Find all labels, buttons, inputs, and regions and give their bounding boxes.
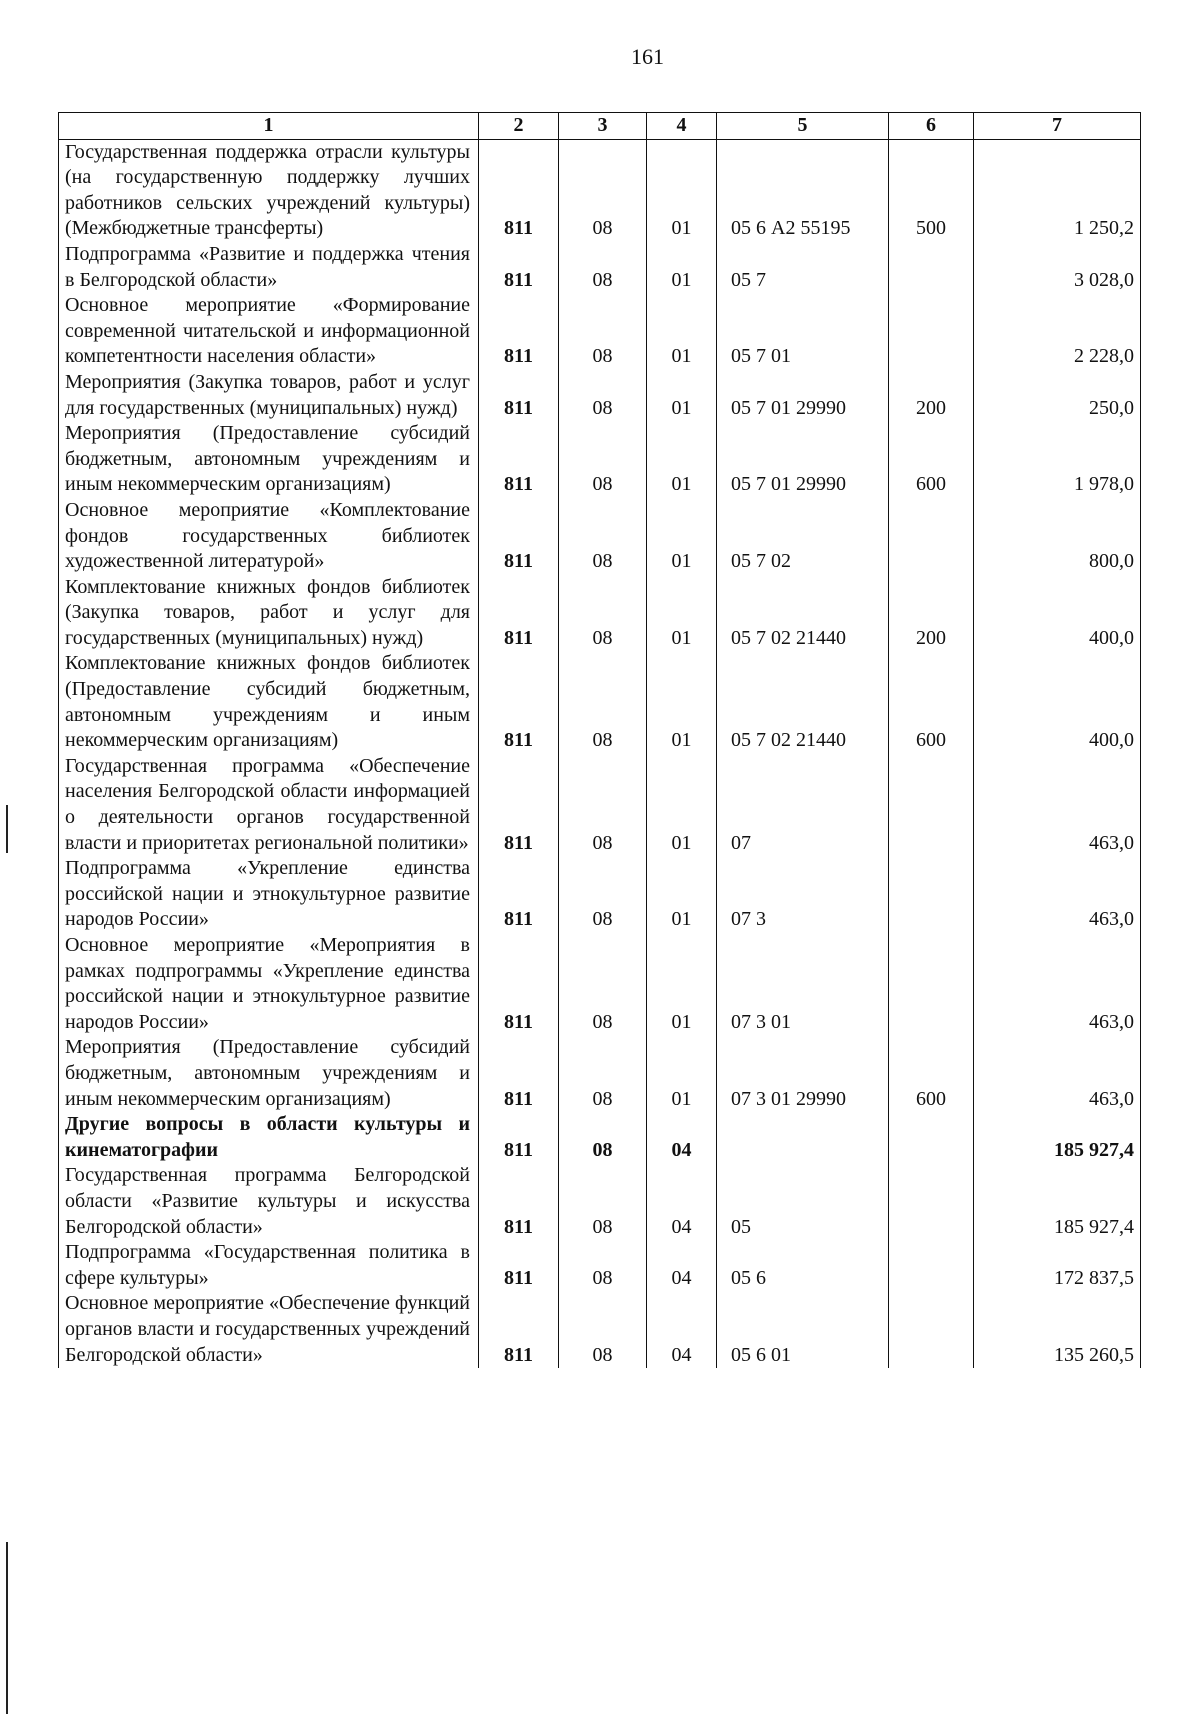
section-code-cell: 08	[559, 754, 647, 856]
admin-code-cell: 811	[479, 933, 559, 1035]
table-row	[59, 139, 1141, 242]
row-name-cell: Основное мероприятие «Обеспечение функций органов власти и государственных учреждений Белгородской области»	[59, 1291, 479, 1368]
table-row	[59, 651, 1141, 753]
expense-type-cell	[889, 1163, 974, 1240]
section-code-cell: 08	[559, 1112, 647, 1163]
row-name-cell: Основное мероприятие «Формирование современной читательской и информационной компетентности населения области»	[59, 293, 479, 370]
subsection-code-cell: 01	[647, 651, 717, 753]
section-code-cell: 08	[559, 293, 647, 370]
admin-code-cell: 811	[479, 498, 559, 575]
target-article-cell: 07 3 01 29990	[717, 1035, 889, 1112]
expense-type-cell: 200	[889, 370, 974, 421]
table-header	[59, 113, 1141, 140]
row-name-cell: Основное мероприятие «Комплектование фондов государственных библиотек художественной литературой»	[59, 498, 479, 575]
table-row	[59, 754, 1141, 856]
target-article-cell: 05 7	[717, 242, 889, 293]
table-row	[59, 1240, 1141, 1291]
expense-type-cell: 600	[889, 421, 974, 498]
subsection-code-cell: 01	[647, 754, 717, 856]
expense-type-cell	[889, 856, 974, 933]
expense-type-cell	[889, 498, 974, 575]
row-name-cell: Подпрограмма «Укрепление единства российской нации и этнокультурное развитие народов России»	[59, 856, 479, 933]
section-code-cell: 08	[559, 139, 647, 242]
row-name-cell: Другие вопросы в области культуры и кинематографии	[59, 1112, 479, 1163]
admin-code-cell: 811	[479, 575, 559, 652]
table-row	[59, 293, 1141, 370]
expense-type-cell: 200	[889, 575, 974, 652]
subsection-code-cell: 01	[647, 242, 717, 293]
subsection-code-cell: 01	[647, 370, 717, 421]
row-name-cell: Мероприятия (Предоставление субсидий бюджетным, автономным учреждениям и иным некоммерческим организациям)	[59, 421, 479, 498]
amount-cell: 2 228,0	[974, 293, 1141, 370]
admin-code-cell: 811	[479, 1240, 559, 1291]
table-row	[59, 856, 1141, 933]
row-name-cell: Комплектование книжных фондов библиотек (Предоставление субсидий бюджетным, автономным учреждениям и иным некоммерческим организациям)	[59, 651, 479, 753]
amount-cell: 1 250,2	[974, 139, 1141, 242]
row-name-cell: Государственная поддержка отрасли культуры (на государственную поддержку лучших работников сельских учреждений культуры) (Межбюджетные трансферты)	[59, 139, 479, 242]
page-number: 161	[631, 44, 664, 69]
amount-cell: 463,0	[974, 856, 1141, 933]
target-article-cell: 05 6 01	[717, 1291, 889, 1368]
amount-cell: 463,0	[974, 933, 1141, 1035]
amount-cell: 250,0	[974, 370, 1141, 421]
column-header-7: 7	[974, 113, 1141, 140]
table-row	[59, 1163, 1141, 1240]
table-row	[59, 1112, 1141, 1163]
target-article-cell: 07	[717, 754, 889, 856]
target-article-cell: 05 7 01	[717, 293, 889, 370]
table-row	[59, 498, 1141, 575]
row-name-cell: Государственная программа Белгородской области «Развитие культуры и искусства Белгородской области»	[59, 1163, 479, 1240]
expense-type-cell	[889, 1112, 974, 1163]
admin-code-cell: 811	[479, 754, 559, 856]
column-header-3: 3	[559, 113, 647, 140]
table-row	[59, 575, 1141, 652]
target-article-cell: 05 7 02 21440	[717, 651, 889, 753]
amount-cell: 172 837,5	[974, 1240, 1141, 1291]
subsection-code-cell: 04	[647, 1240, 717, 1291]
target-article-cell: 05 7 01 29990	[717, 421, 889, 498]
subsection-code-cell: 04	[647, 1163, 717, 1240]
row-name-cell: Мероприятия (Закупка товаров, работ и услуг для государственных (муниципальных) нужд)	[59, 370, 479, 421]
amount-cell: 3 028,0	[974, 242, 1141, 293]
column-header-2: 2	[479, 113, 559, 140]
target-article-cell: 05 6 А2 55195	[717, 139, 889, 242]
table-row	[59, 242, 1141, 293]
subsection-code-cell: 01	[647, 421, 717, 498]
admin-code-cell: 811	[479, 421, 559, 498]
budget-table	[58, 112, 1141, 1368]
admin-code-cell: 811	[479, 139, 559, 242]
admin-code-cell: 811	[479, 1035, 559, 1112]
admin-code-cell: 811	[479, 1291, 559, 1368]
scan-margin-line	[6, 1542, 8, 1714]
header-row	[59, 113, 1141, 140]
amount-cell: 135 260,5	[974, 1291, 1141, 1368]
section-code-cell: 08	[559, 242, 647, 293]
section-code-cell: 08	[559, 1240, 647, 1291]
subsection-code-cell: 01	[647, 139, 717, 242]
amount-cell: 1 978,0	[974, 421, 1141, 498]
admin-code-cell: 811	[479, 856, 559, 933]
column-header-6: 6	[889, 113, 974, 140]
section-code-cell: 08	[559, 651, 647, 753]
section-code-cell: 08	[559, 575, 647, 652]
admin-code-cell: 811	[479, 651, 559, 753]
target-article-cell: 05 7 02 21440	[717, 575, 889, 652]
row-name-cell: Подпрограмма «Развитие и поддержка чтения в Белгородской области»	[59, 242, 479, 293]
amount-cell: 400,0	[974, 575, 1141, 652]
section-code-cell: 08	[559, 370, 647, 421]
subsection-code-cell: 04	[647, 1291, 717, 1368]
column-header-5: 5	[717, 113, 889, 140]
table-row	[59, 1291, 1141, 1368]
target-article-cell: 05 7 01 29990	[717, 370, 889, 421]
target-article-cell: 07 3 01	[717, 933, 889, 1035]
admin-code-cell: 811	[479, 1112, 559, 1163]
subsection-code-cell: 04	[647, 1112, 717, 1163]
table-row	[59, 1035, 1141, 1112]
section-code-cell: 08	[559, 1163, 647, 1240]
table-body	[59, 139, 1141, 1368]
target-article-cell: 05 7 02	[717, 498, 889, 575]
section-code-cell: 08	[559, 933, 647, 1035]
expense-type-cell	[889, 1291, 974, 1368]
expense-type-cell	[889, 754, 974, 856]
admin-code-cell: 811	[479, 1163, 559, 1240]
expense-type-cell: 500	[889, 139, 974, 242]
expense-type-cell	[889, 1240, 974, 1291]
column-header-4: 4	[647, 113, 717, 140]
target-article-cell: 05 6	[717, 1240, 889, 1291]
column-header-1: 1	[59, 113, 479, 140]
amount-cell: 185 927,4	[974, 1112, 1141, 1163]
subsection-code-cell: 01	[647, 575, 717, 652]
expense-type-cell: 600	[889, 651, 974, 753]
row-name-cell: Комплектование книжных фондов библиотек (Закупка товаров, работ и услуг для государственных (муниципальных) нужд)	[59, 575, 479, 652]
amount-cell: 463,0	[974, 754, 1141, 856]
amount-cell: 400,0	[974, 651, 1141, 753]
subsection-code-cell: 01	[647, 1035, 717, 1112]
subsection-code-cell: 01	[647, 498, 717, 575]
section-code-cell: 08	[559, 1291, 647, 1368]
admin-code-cell: 811	[479, 370, 559, 421]
table-row	[59, 421, 1141, 498]
section-code-cell: 08	[559, 856, 647, 933]
amount-cell: 185 927,4	[974, 1163, 1141, 1240]
expense-type-cell	[889, 293, 974, 370]
row-name-cell: Подпрограмма «Государственная политика в сфере культуры»	[59, 1240, 479, 1291]
subsection-code-cell: 01	[647, 293, 717, 370]
table-row	[59, 370, 1141, 421]
target-article-cell: 07 3	[717, 856, 889, 933]
scan-margin-line	[6, 805, 8, 853]
section-code-cell: 08	[559, 421, 647, 498]
amount-cell: 463,0	[974, 1035, 1141, 1112]
table-row	[59, 933, 1141, 1035]
target-article-cell	[717, 1112, 889, 1163]
admin-code-cell: 811	[479, 293, 559, 370]
row-name-cell: Мероприятия (Предоставление субсидий бюджетным, автономным учреждениям и иным некоммерческим организациям)	[59, 1035, 479, 1112]
expense-type-cell	[889, 933, 974, 1035]
subsection-code-cell: 01	[647, 856, 717, 933]
expense-type-cell: 600	[889, 1035, 974, 1112]
amount-cell: 800,0	[974, 498, 1141, 575]
admin-code-cell: 811	[479, 242, 559, 293]
subsection-code-cell: 01	[647, 933, 717, 1035]
row-name-cell: Основное мероприятие «Мероприятия в рамках подпрограммы «Укрепление единства российской нации и этнокультурное развитие народов России»	[59, 933, 479, 1035]
expense-type-cell	[889, 242, 974, 293]
target-article-cell: 05	[717, 1163, 889, 1240]
section-code-cell: 08	[559, 498, 647, 575]
row-name-cell: Государственная программа «Обеспечение населения Белгородской области информацией о деятельности органов государственной власти и приоритетах региональной политики»	[59, 754, 479, 856]
section-code-cell: 08	[559, 1035, 647, 1112]
